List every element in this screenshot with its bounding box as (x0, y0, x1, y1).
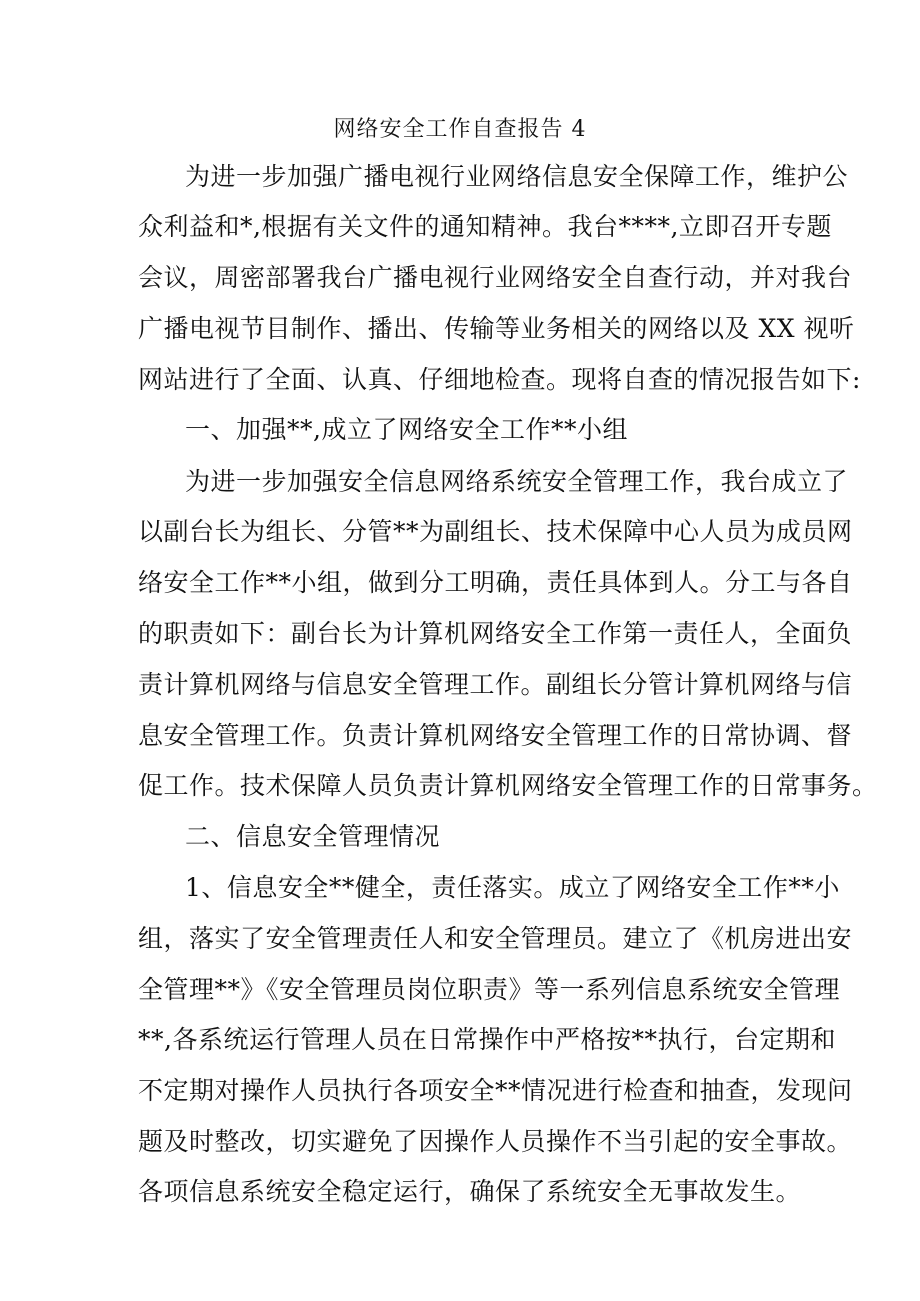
paragraph-line: 不定期对操作人员执行各项安全**情况进行检查和抽查，发现问 (138, 1076, 853, 1105)
paragraph-line: **,各系统运行管理人员在日常操作中严格按**执行，台定期和 (138, 1025, 836, 1054)
section-heading: 一、加强**,成立了网络安全工作**小组 (185, 415, 628, 444)
paragraph-line: 以副台长为组长、分管**为副组长、技术保障中心人员为成员网 (138, 517, 853, 546)
paragraph-line: 为进一步加强安全信息网络系统安全管理工作，我台成立了 (185, 467, 849, 496)
document-title: 网络安全工作自查报告 4 (333, 117, 587, 142)
paragraph-line: 网站进行了全面、认真、仔细地检查。现将自查的情况报告如下: (138, 365, 861, 394)
paragraph-line: 责计算机网络与信息安全管理工作。副组长分管计算机网络与信 (138, 670, 853, 699)
paragraph-line: 络安全工作**小组，做到分工明确，责任具体到人。分工与各自 (138, 568, 853, 597)
paragraph-line: 促工作。技术保障人员负责计算机网络安全管理工作的日常事务。 (138, 771, 878, 800)
section-heading: 二、信息安全管理情况 (185, 822, 441, 851)
paragraph-line: 众利益和*,根据有关文件的通知精神。我台****,立即召开专题 (138, 212, 832, 241)
paragraph-line: 组，落实了安全管理责任人和安全管理员。建立了《机房进出安 (138, 924, 853, 953)
paragraph-line: 为进一步加强广播电视行业网络信息安全保障工作，维护公 (185, 162, 849, 191)
paragraph-line: 各项信息系统安全稳定运行，确保了系统安全无事故发生。 (138, 1177, 802, 1206)
paragraph-line: 题及时整改，切实避免了因操作人员操作不当引起的安全事故。 (138, 1127, 853, 1156)
paragraph-line: 1、信息安全**健全，责任落实。成立了网络安全工作**小 (185, 873, 840, 902)
paragraph-line: 会议，周密部署我台广播电视行业网络安全自查行动，并对我台 (138, 263, 853, 292)
paragraph-line: 息安全管理工作。负责计算机网络安全管理工作的日常协调、督 (138, 721, 853, 750)
paragraph-line: 的职责如下：副台长为计算机网络安全工作第一责任人，全面负 (138, 619, 853, 648)
paragraph-line: 广播电视节目制作、播出、传输等业务相关的网络以及 XX 视听 (138, 314, 855, 343)
paragraph-line: 全管理**》《安全管理员岗位职责》等一系列信息系统安全管理 (138, 975, 841, 1004)
